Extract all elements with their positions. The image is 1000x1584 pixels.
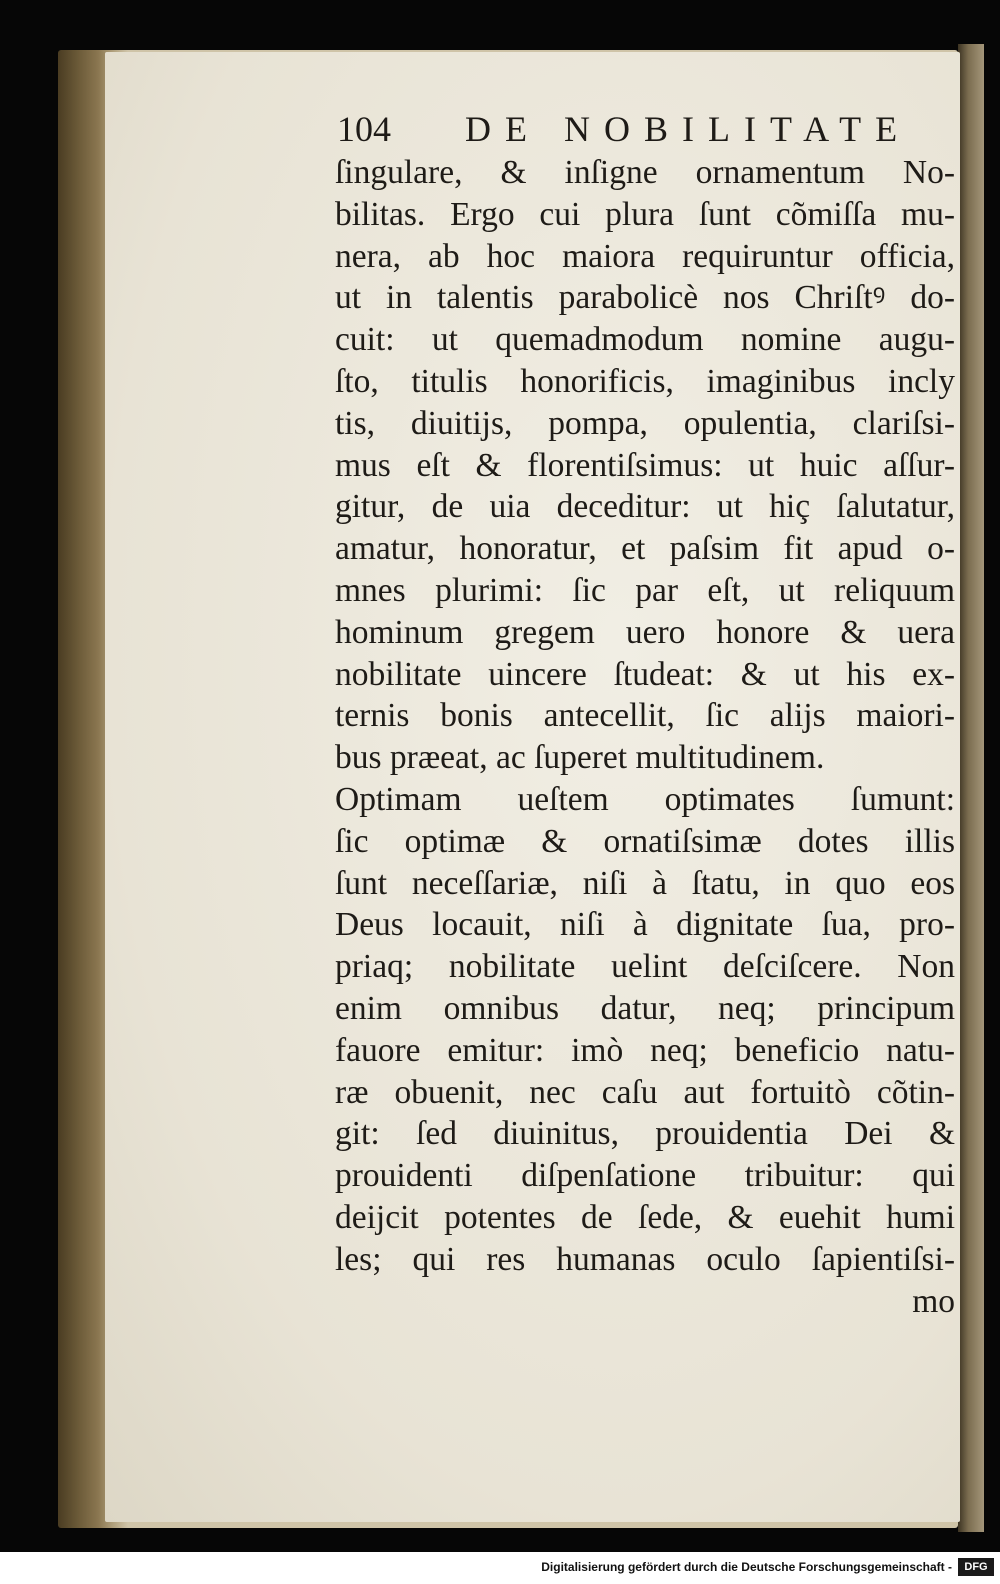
- footer-credit: Digitalisierung gefördert durch die Deutsche Forschungsgemeinschaft -: [541, 1560, 952, 1574]
- text-line: priaq; nobilitate uelint deſciſcere. Non: [335, 948, 955, 986]
- text-line: deijcit potentes de ſede, & euehit humi: [335, 1198, 955, 1236]
- text-line: Deus locauit, niſi à dignitate ſua, pro-: [335, 906, 955, 944]
- text-line: ſingulare, & inſigne ornamentum No-: [335, 154, 955, 191]
- text-line: bilitas. Ergo cui plura ſunt cõmiſſa mu-: [335, 195, 955, 233]
- text-line: nobilitate uincere ſtudeat: & ut his ex-: [335, 655, 955, 693]
- text-line: bus præeat, ac ſuperet multitudinem.: [335, 739, 825, 777]
- running-head: DE NOBILITATE: [465, 109, 912, 149]
- text-line: enim omnibus datur, neq; principum: [335, 989, 955, 1027]
- text-line: ræ obuenit, nec caſu aut fortuitò cõtin-: [335, 1073, 955, 1111]
- text-line: ſic optimæ & ornatiſsimæ dotes illis: [335, 822, 955, 860]
- book-fore-edge: [958, 44, 984, 1532]
- text-line: ternis bonis antecellit, ſic alijs maiori-: [335, 697, 955, 735]
- text-line: mus eſt & florentiſsimus: ut huic aſſur-: [335, 446, 955, 484]
- text-line: git: ſed diuinitus, prouidentia Dei &: [335, 1115, 955, 1153]
- body-text: [335, 152, 960, 1322]
- text-line: hominum gregem uero honore & uera: [335, 613, 955, 651]
- dfg-logo: DFG: [958, 1558, 994, 1576]
- text-line: prouidenti diſpenſatione tribuitur: qui: [335, 1157, 955, 1195]
- text-line: amatur, honoratur, et paſsim fit apud o-: [335, 530, 955, 568]
- text-line: tis, diuitijs, pompa, opulentia, clariſsi-: [335, 404, 955, 442]
- text-line: cuit: ut quemadmodum nomine augu-: [335, 321, 955, 359]
- text-line: ſto, titulis honorificis, imaginibus incly: [335, 362, 955, 400]
- text-line: fauore emitur: imò neq; beneficio natu-: [335, 1031, 955, 1069]
- text-line: mnes plurimi: ſic par eſt, ut reliquum: [335, 571, 955, 609]
- text-line: Optimam ueſtem optimates ſumunt:: [335, 780, 955, 818]
- text-line: gitur, de uia deceditur: ut hiç ſalutatur,: [335, 488, 955, 526]
- text-line: nera, ab hoc maiora requiruntur officia,: [335, 237, 955, 275]
- catchword: mo: [912, 1282, 955, 1320]
- digitization-footer: [0, 1552, 1000, 1584]
- text-block: [335, 100, 960, 1322]
- text-line: ſunt neceſſariæ, niſi à ſtatu, in quo eos: [335, 864, 955, 902]
- page-number: 104: [337, 109, 391, 149]
- page-header: [335, 100, 960, 152]
- text-line: les; qui res humanas oculo ſapientiſsi-: [335, 1240, 955, 1278]
- text-line: ut in talentis parabolicè nos Chriſtꝰ do-: [335, 279, 955, 317]
